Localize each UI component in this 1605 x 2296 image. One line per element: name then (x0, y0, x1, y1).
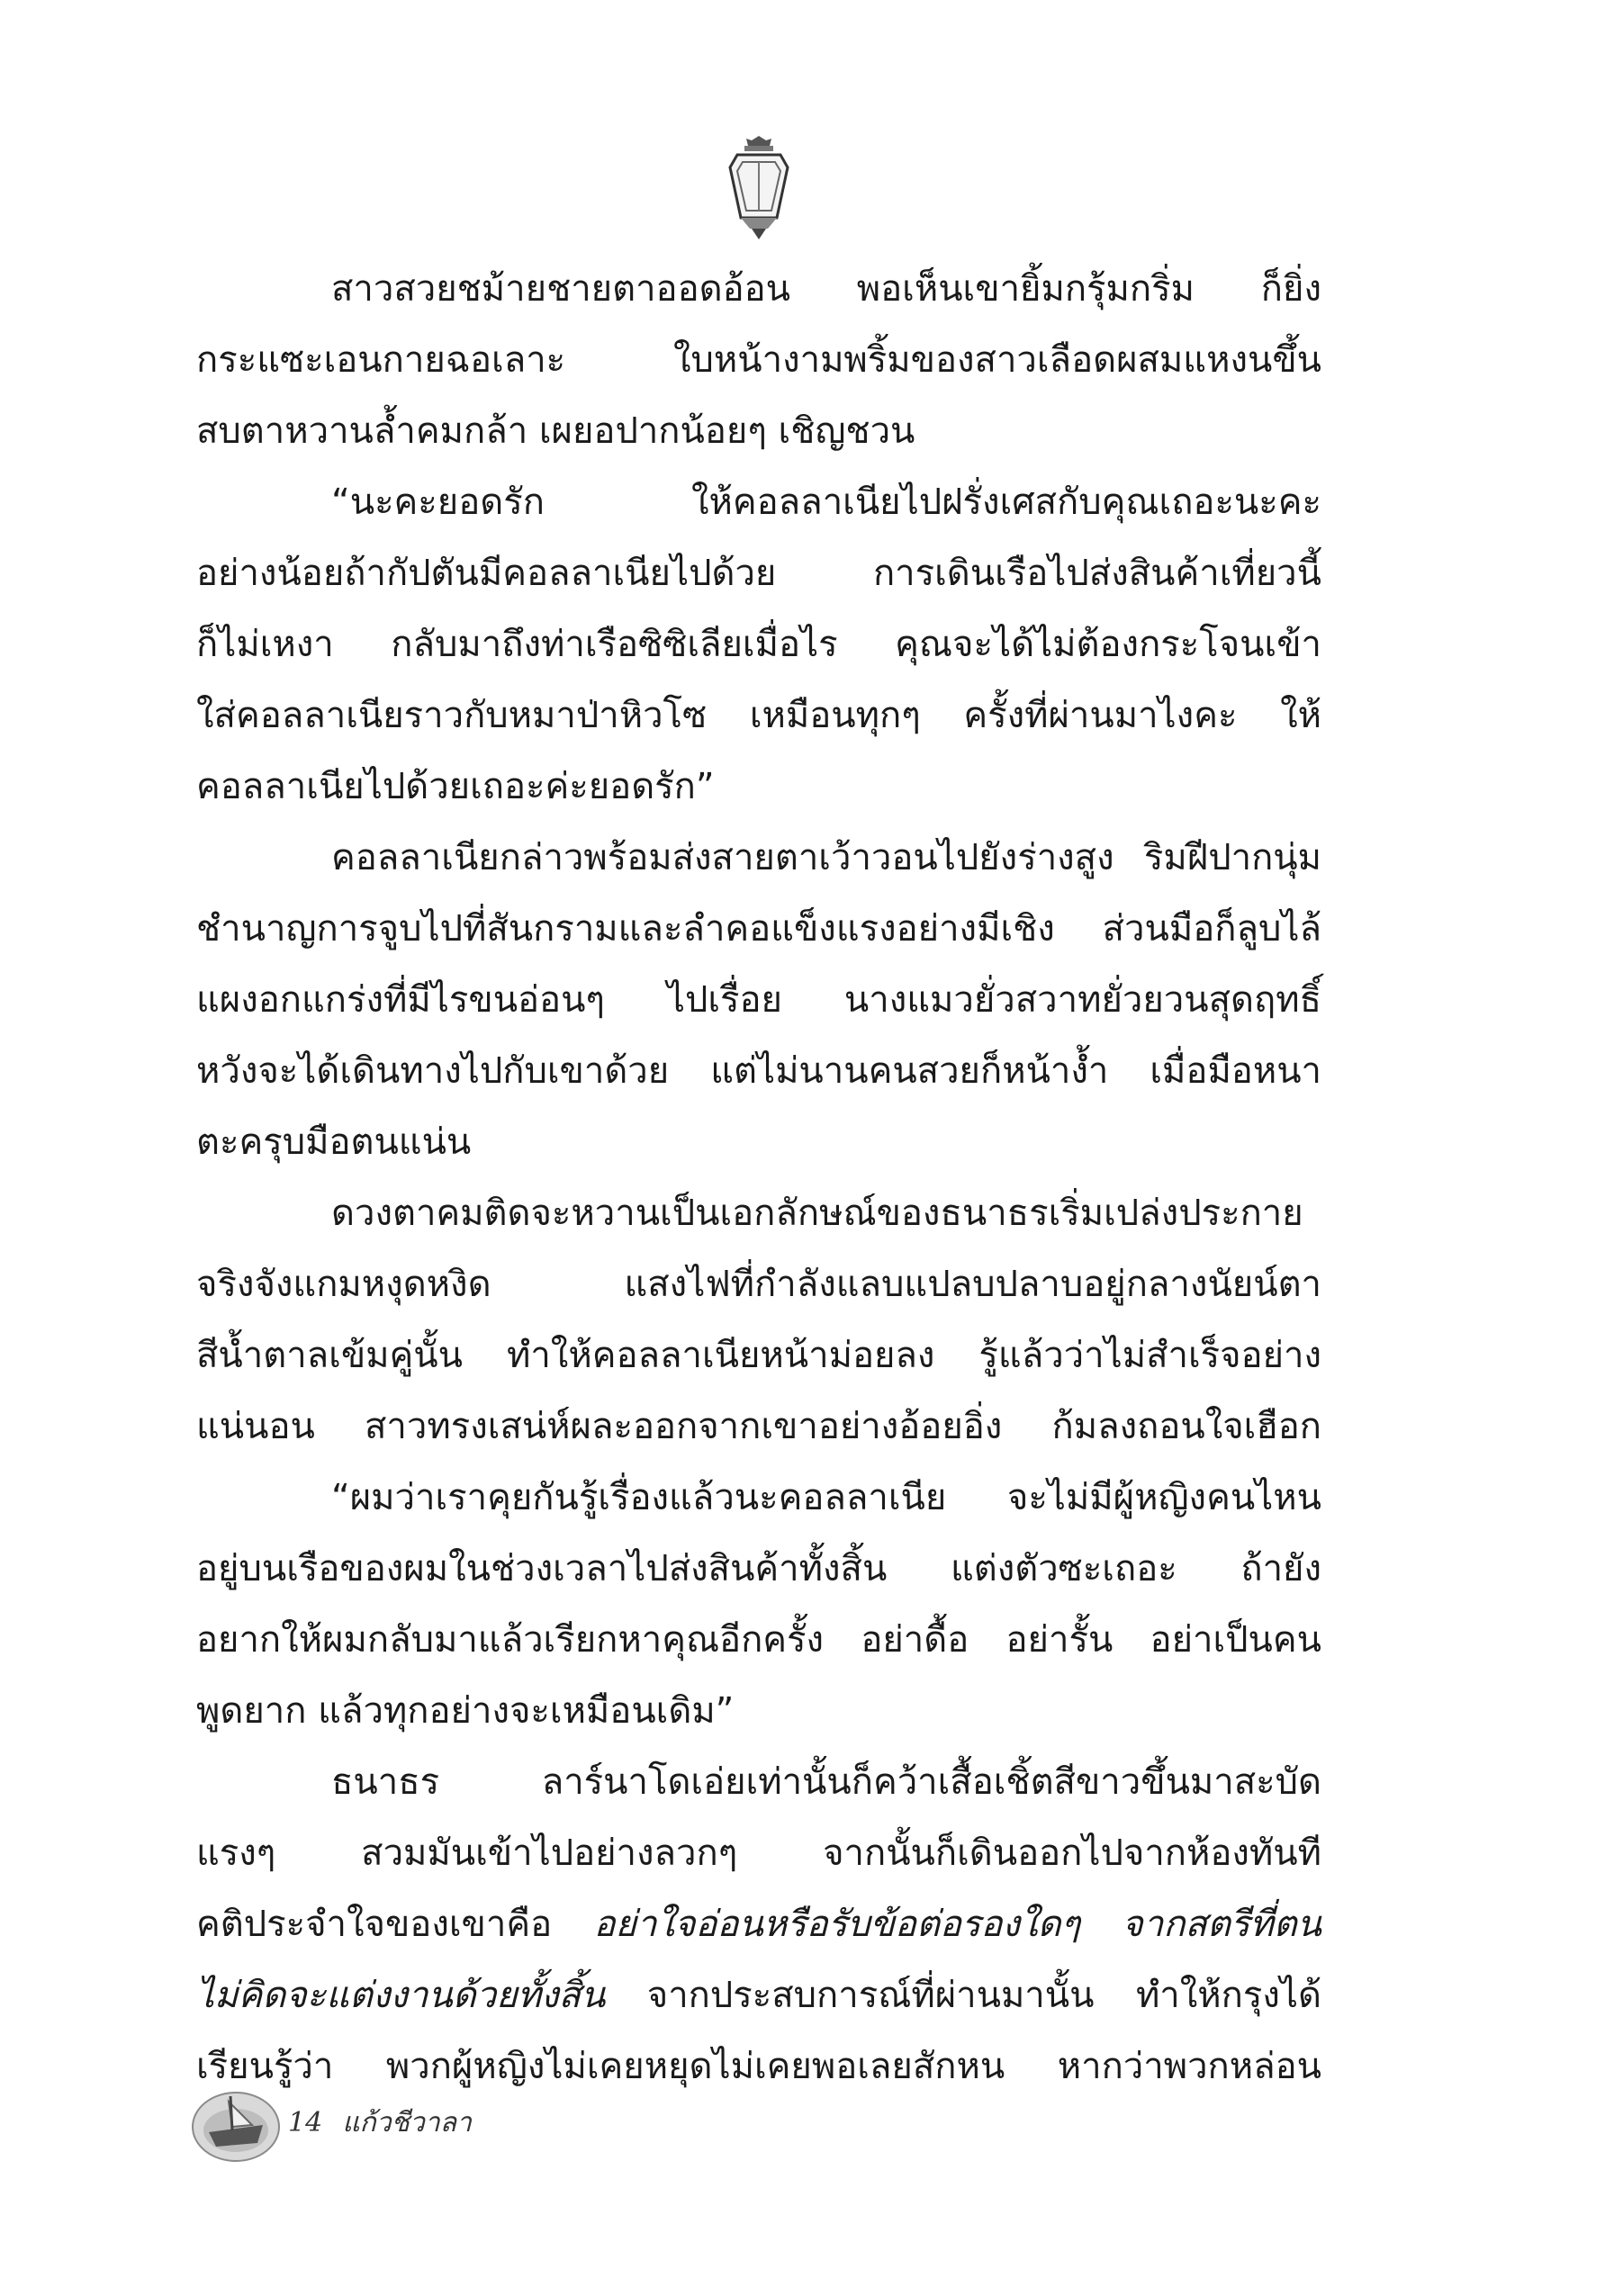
paragraph-line: “นะคะยอดรัก ให้คอลลาเนียไปฝรั่งเศสกับคุณเถอะนะคะ (331, 482, 1321, 523)
paragraph-line: สบตาหวานล้ำคมกล้า เผยอปากน้อยๆ เชิญชวน (196, 410, 915, 452)
paragraph-line: พูดยาก แล้วทุกอย่างจะเหมือนเดิม” (196, 1690, 735, 1732)
italic-text-segment: อย่าใจอ่อนหรือรับข้อต่อรองใดๆ จากสตรีที่ตน (593, 1904, 1321, 1945)
paragraph-line: คอลลาเนียกล่าวพร้อมส่งสายตาเว้าวอนไปยังร่างสูง ริมฝีปากนุ่ม (331, 837, 1321, 878)
ship-in-shell-icon (189, 2075, 283, 2168)
lantern-ornament (725, 135, 793, 241)
plain-text-segment: จากประสบการณ์ที่ผ่านมานั้น ทำให้กรุงได้ (605, 1975, 1321, 2016)
paragraph-line: คอลลาเนียไปด้วยเถอะค่ะยอดรัก” (196, 766, 715, 807)
book-title: แก้วชีวาลา (342, 2107, 472, 2138)
plain-text-segment: คติประจำใจของเขาคือ (196, 1904, 594, 1945)
paragraph-line: แผงอกแกร่งที่มีไรขนอ่อนๆ ไปเรื่อย นางแมวยั่วสวาทยั่วยวนสุดฤทธิ์ (196, 979, 1321, 1021)
paragraph-line: ดวงตาคมติดจะหวานเป็นเอกลักษณ์ของธนาธรเริ่มเปล่งประกาย (331, 1193, 1303, 1234)
italic-text-segment: ไม่คิดจะแต่งงานด้วยทั้งสิ้น (196, 1975, 606, 2016)
footer-text (288, 2102, 491, 2144)
paragraph-line: กระแซะเอนกายฉอเลาะ ใบหน้างามพริ้มของสาวเลือดผสมแหงนขึ้น (196, 339, 1321, 381)
paragraph-line: “ผมว่าเราคุยกันรู้เรื่องแล้วนะคอลลาเนีย จะไม่มีผู้หญิงคนไหน (331, 1477, 1321, 1518)
page-footer (189, 2075, 549, 2174)
paragraph-line: ใส่คอลลาเนียราวกับหมาป่าหิวโซ เหมือนทุกๆ ครั้งที่ผ่านมาไงคะ ให้ (196, 695, 1321, 736)
paragraph-line: ก็ไม่เหงา กลับมาถึงท่าเรือซิซิเลียเมื่อไร คุณจะได้ไม่ต้องกระโจนเข้า (196, 624, 1321, 665)
paragraph-line: อยากให้ผมกลับมาแล้วเรียกหาคุณอีกครั้ง อย่าดื้อ อย่ารั้น อย่าเป็นคน (196, 1619, 1321, 1661)
body-text (196, 254, 1321, 2102)
paragraph-line: ตะครุบมือตนแน่น (196, 1121, 472, 1163)
paragraph-line (196, 1960, 1321, 2031)
paragraph-line: อยู่บนเรือของผมในช่วงเวลาไปส่งสินค้าทั้งสิ้น แต่งตัวซะเถอะ ถ้ายัง (196, 1548, 1321, 1589)
page-number: 14 (288, 2107, 323, 2138)
paragraph-line: จริงจังแกมหงุดหงิด แสงไฟที่กำลังแลบแปลบปลาบอยู่กลางนัยน์ตา (196, 1264, 1321, 1305)
paragraph-line: แน่นอน สาวทรงเสน่ห์ผละออกจากเขาอย่างอ้อยอิ่ง ก้มลงถอนใจเฮือก (196, 1406, 1321, 1447)
paragraph-line: สาวสวยชม้ายชายตาออดอ้อน พอเห็นเขายิ้มกรุ้มกริ่ม ก็ยิ่ง (331, 268, 1321, 310)
paragraph-line: สีน้ำตาลเข้มคู่นั้น ทำให้คอลลาเนียหน้าม่อยลง รู้แล้วว่าไม่สำเร็จอย่าง (196, 1335, 1321, 1376)
paragraph-line: เรียนรู้ว่า พวกผู้หญิงไม่เคยหยุดไม่เคยพอเลยสักหน หากว่าพวกหล่อน (196, 2046, 1321, 2087)
paragraph-line (196, 1889, 1321, 1960)
paragraph-line: แรงๆ สวมมันเข้าไปอย่างลวกๆ จากนั้นก็เดินออกไปจากห้องทันที (196, 1832, 1321, 1874)
paragraph-line: ชำนาญการจูบไปที่สันกรามและลำคอแข็งแรงอย่างมีเชิง ส่วนมือก็ลูบไล้ (196, 908, 1321, 950)
paragraph-line: หวังจะได้เดินทางไปกับเขาด้วย แต่ไม่นานคนสวยก็หน้างํ้า เมื่อมือหนา (196, 1050, 1321, 1092)
paragraph-line: ธนาธร ลาร์นาโดเอ่ยเท่านั้นก็คว้าเสื้อเชิ้ตสีขาวขึ้นมาสะบัด (331, 1761, 1321, 1803)
paragraph-line: อย่างน้อยถ้ากัปตันมีคอลลาเนียไปด้วย การเดินเรือไปส่งสินค้าเที่ยวนี้ (196, 553, 1321, 594)
